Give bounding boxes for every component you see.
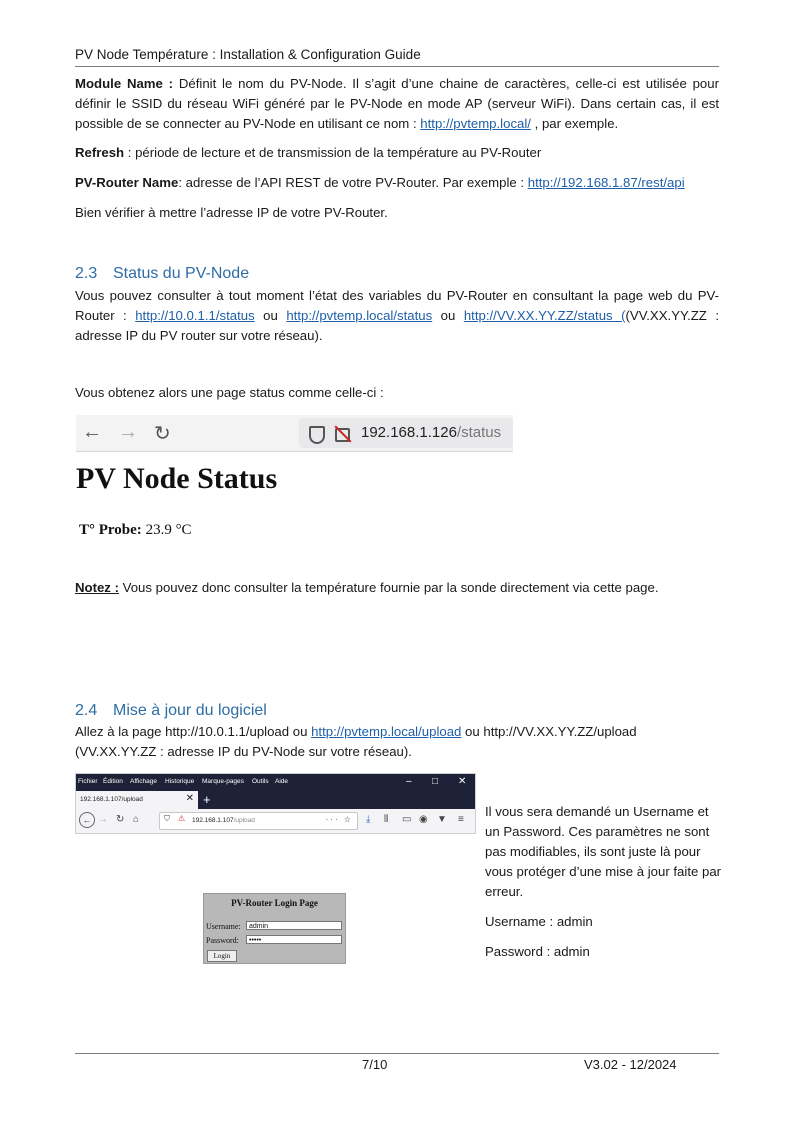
refresh-paragraph — [75, 143, 719, 163]
header-rule — [75, 66, 719, 67]
username-label: Username: — [206, 922, 241, 931]
username-input[interactable]: admin — [246, 921, 342, 930]
status-paragraph — [75, 286, 719, 346]
insecure-lock-icon — [335, 428, 350, 442]
download-icon[interactable]: ⤓ — [366, 814, 371, 825]
check-ip-paragraph: Bien vérifier à mettre l’adresse IP de votre PV-Router. — [75, 205, 388, 220]
upload-text-b: ou http://VV.XX.YY.ZZ/upload (VV.XX.YY.ZZ : adresse IP du PV-Node sur votre réseau). — [75, 724, 637, 759]
firefox-window — [75, 773, 476, 834]
note-paragraph — [75, 580, 659, 595]
library-icon[interactable]: ⫴ — [384, 814, 389, 825]
close-tab-icon[interactable]: ✕ — [185, 793, 194, 804]
status-text-d: (VV.XX.YY.ZZ : adresse IP du PV router sur votre réseau). — [75, 308, 719, 343]
home-icon[interactable]: ⌂ — [133, 814, 140, 825]
maximize-icon[interactable]: □ — [432, 776, 439, 787]
upload-text-a: Allez à la page http://10.0.1.1/upload ou — [75, 724, 312, 739]
module-name-paragraph — [75, 74, 719, 134]
pvtemp-link[interactable]: http://pvtemp.local/ — [420, 116, 531, 131]
menu-fichier[interactable]: Fichier — [78, 778, 98, 785]
insecure-lock-icon: ⚠ — [178, 814, 186, 823]
probe-reading — [79, 522, 192, 539]
note-text: Vous pouvez donc consulter la température fournie par la sonde directement via cette page. — [118, 580, 659, 595]
note-label: Notez : — [75, 580, 119, 595]
new-tab-icon[interactable]: + — [203, 792, 211, 807]
page-actions-icon[interactable]: ··· ☆ — [325, 815, 353, 824]
minimize-icon[interactable]: – — [406, 776, 412, 787]
url-host: 192.168.1.107 — [192, 817, 234, 824]
address-bar[interactable] — [299, 418, 513, 448]
status-text-c: ou — [432, 308, 464, 323]
status-text-b: ou — [254, 308, 287, 323]
reload-icon[interactable]: ↻ — [116, 814, 125, 825]
upload-paragraph — [75, 722, 675, 762]
section-title: Status du PV-Node — [113, 265, 250, 282]
section-2-3-body — [75, 286, 719, 346]
section-title: Mise à jour du logiciel — [113, 702, 267, 719]
router-api-link[interactable]: http://192.168.1.87/rest/api — [527, 175, 685, 190]
menu-edition[interactable]: Édition — [103, 778, 123, 785]
menu-affichage[interactable]: Affichage — [130, 778, 157, 785]
refresh-label: Refresh — [75, 145, 125, 160]
credentials-explanation: Il vous sera demandé un Username et un Password. Ces paramètres ne sont pas modifiables, ils sont juste là pour vous protéger d’une mise à jour faite par erreur. — [485, 804, 722, 899]
module-name-text: Définit le nom du PV-Node. Il s’agit d’une chaine de caractères, celle-ci est utilisée pour définir le SSID du réseau WiFi généré par le PV-Node en mode AP (serveur WiFi). Dans certain cas, il est possible de se connecter au PV-Node en utilisant ce nom : — [75, 76, 719, 131]
username-info: Username : admin — [485, 914, 593, 929]
section-number: 2.3 — [75, 265, 98, 282]
section-2-3-heading — [75, 265, 249, 283]
sidebar-icon[interactable]: ▭ — [402, 814, 412, 825]
browser-toolbar — [76, 415, 513, 452]
page-header: PV Node Température : Installation & Configuration Guide — [75, 47, 421, 62]
shield-icon: ⛉ — [164, 814, 170, 823]
probe-label: T° Probe: — [79, 522, 142, 538]
section-number: 2.4 — [75, 702, 98, 719]
tab-strip — [76, 791, 475, 809]
url-path: /status — [456, 424, 502, 441]
pv-node-status-title: PV Node Status — [76, 462, 278, 495]
close-window-icon[interactable]: ✕ — [458, 776, 467, 787]
menu-bar — [76, 774, 475, 791]
section-2-4-body — [75, 722, 675, 762]
login-form — [203, 893, 346, 964]
refresh-text: : période de lecture et de transmission de la température au PV-Router — [124, 145, 542, 160]
section-2-4-heading — [75, 702, 267, 720]
forward-arrow-icon[interactable]: → — [118, 421, 138, 443]
address-bar[interactable] — [159, 812, 358, 830]
url-host: 192.168.1.126 — [361, 424, 457, 441]
extension-v-icon[interactable]: ▼ — [437, 814, 447, 825]
router-name-paragraph — [75, 173, 719, 193]
nav-bar — [76, 809, 475, 833]
status-link-ip[interactable]: http://10.0.1.1/status — [135, 308, 255, 323]
status-link-pvtemp[interactable]: http://pvtemp.local/status — [286, 308, 433, 323]
tab-upload[interactable] — [76, 791, 198, 809]
page-number: 7/10 — [362, 1057, 388, 1072]
router-name-text: : adresse de l’API REST de votre PV-Router. Par exemple : — [178, 175, 528, 190]
password-info: Password : admin — [485, 944, 590, 959]
menu-aide[interactable]: Aide — [275, 778, 289, 785]
menu-historique[interactable]: Historique — [165, 778, 195, 785]
forward-icon[interactable]: → — [98, 814, 108, 825]
menu-marque-pages[interactable]: Marque-pages — [202, 778, 244, 785]
status-link-generic[interactable]: http://VV.XX.YY.ZZ/status ( — [463, 308, 626, 323]
shield-icon — [309, 426, 325, 444]
tab-title: 192.168.1.107/upload — [80, 796, 143, 803]
back-arrow-icon[interactable]: ← — [82, 421, 102, 443]
menu-outils[interactable]: Outils — [252, 778, 269, 785]
password-label: Password: — [206, 936, 239, 945]
extension-icon[interactable]: ◉ — [419, 814, 428, 825]
intro-block — [75, 74, 719, 223]
status-text-a: Vous pouvez consulter à tout moment l’état des variables du PV-Router en consultant la page web du PV-Router : — [75, 288, 719, 323]
credentials-text — [485, 802, 725, 972]
module-name-label: Module Name : — [75, 76, 174, 91]
hamburger-menu-icon[interactable]: ≡ — [458, 814, 464, 825]
status-intro-text: Vous obtenez alors une page status comme celle-ci : — [75, 385, 384, 400]
url-path: /upload — [233, 817, 255, 824]
back-icon[interactable]: ← — [79, 812, 95, 828]
login-title: PV-Router Login Page — [231, 898, 318, 908]
router-name-label: PV-Router Name — [75, 175, 179, 190]
login-button[interactable]: Login — [207, 950, 237, 962]
password-input[interactable]: ••••• — [246, 935, 342, 944]
upload-link-pvtemp[interactable]: http://pvtemp.local/upload — [311, 724, 462, 739]
module-name-tail: , par exemple. — [530, 116, 619, 131]
probe-value: 23.9 °C — [141, 522, 192, 538]
reload-icon[interactable]: ↻ — [154, 423, 171, 445]
document-version: V3.02 - 12/2024 — [584, 1057, 677, 1072]
footer-rule — [75, 1053, 719, 1054]
